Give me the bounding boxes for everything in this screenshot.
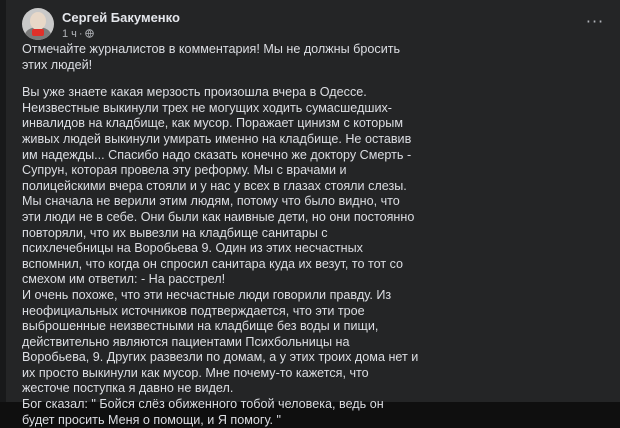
post-text-line: Мы сначала не верили этим людям, потому что было видно, что: [22, 194, 400, 209]
post-header: [22, 8, 612, 42]
avatar-face: [30, 12, 46, 30]
post-text-line: вспомнил, что когда он спросил санитара куда их везут, то тот со: [22, 256, 404, 271]
post-text-line: Воробьева, 9. Других развезли по домам, а у этих троих дома нет и: [22, 350, 419, 365]
post-lead: [22, 42, 594, 73]
post-content: [22, 42, 594, 428]
meta-separator: ·: [78, 28, 83, 40]
post-text-line: жесточе поступка я давно не видел.: [22, 381, 234, 396]
post-text-line: выброшенные неизвестными на кладбище без воды и пищи,: [22, 319, 379, 334]
post-text-line: действительно являются пациентами Психбольницы на: [22, 334, 350, 349]
post-text-line: Бог сказал: " Бойся слёз обиженного тобой человека, ведь он: [22, 397, 384, 412]
avatar-badge: [32, 29, 44, 36]
post-text-line: эти люди не в себе. Они были как наивные дети, но они постоянно: [22, 209, 415, 224]
more-options-button[interactable]: ···: [585, 12, 605, 31]
post-text-line: повторяли, что их вывезли на кладбище санитары с: [22, 225, 328, 240]
post-text-line: им надежды... Спасибо надо сказать конечно же доктору Смерть -: [22, 147, 412, 162]
post-text-line: Супрун, которая провела эту реформу. Мы с врачами и: [22, 163, 347, 178]
post-text-line: Отмечайте журналистов в комментария! Мы не должны бросить: [22, 42, 401, 56]
post-body: [22, 85, 594, 428]
globe-icon[interactable]: [85, 29, 94, 38]
post-text-line: смехом им ответил: - На расстрел!: [22, 272, 226, 287]
post-text-line: инвалидов на кладбище, как мусор. Поражает цинизм с которым: [22, 116, 403, 131]
post-text-line: психлечебницы на Воробьева 9. Один из этих несчастных: [22, 241, 363, 256]
post-text-line: живых людей выкинули умирать именно на кладбище. Не оставив: [22, 131, 412, 146]
post-text-line: Вы уже знаете какая мерзость произошла вчера в Одессе.: [22, 85, 367, 100]
author-avatar[interactable]: [22, 8, 54, 40]
post-text-line: неофициальных источников подтверждается, что эти трое: [22, 303, 365, 318]
post-text-line: Неизвестные выкинули трех не могущих ходить сумасшедших-: [22, 100, 392, 115]
post-meta: [62, 28, 94, 40]
post-text-line: этих людей!: [22, 57, 93, 72]
author-name[interactable]: Сергей Бакуменко: [62, 10, 180, 25]
post-time[interactable]: 1 ч: [62, 28, 77, 40]
post-text-line: будет просить Меня о помощи, и Я помогу. ": [22, 412, 282, 427]
post-text-line: И очень похоже, что эти несчастные люди говорили правду. Из: [22, 287, 392, 302]
post-text-line: их просто выкинули как мусор. Мне почему-то кажется, что: [22, 365, 369, 380]
post-text-line: полицейскими вчера стояли и у нас у всех в глазах стояли слезы.: [22, 178, 407, 193]
